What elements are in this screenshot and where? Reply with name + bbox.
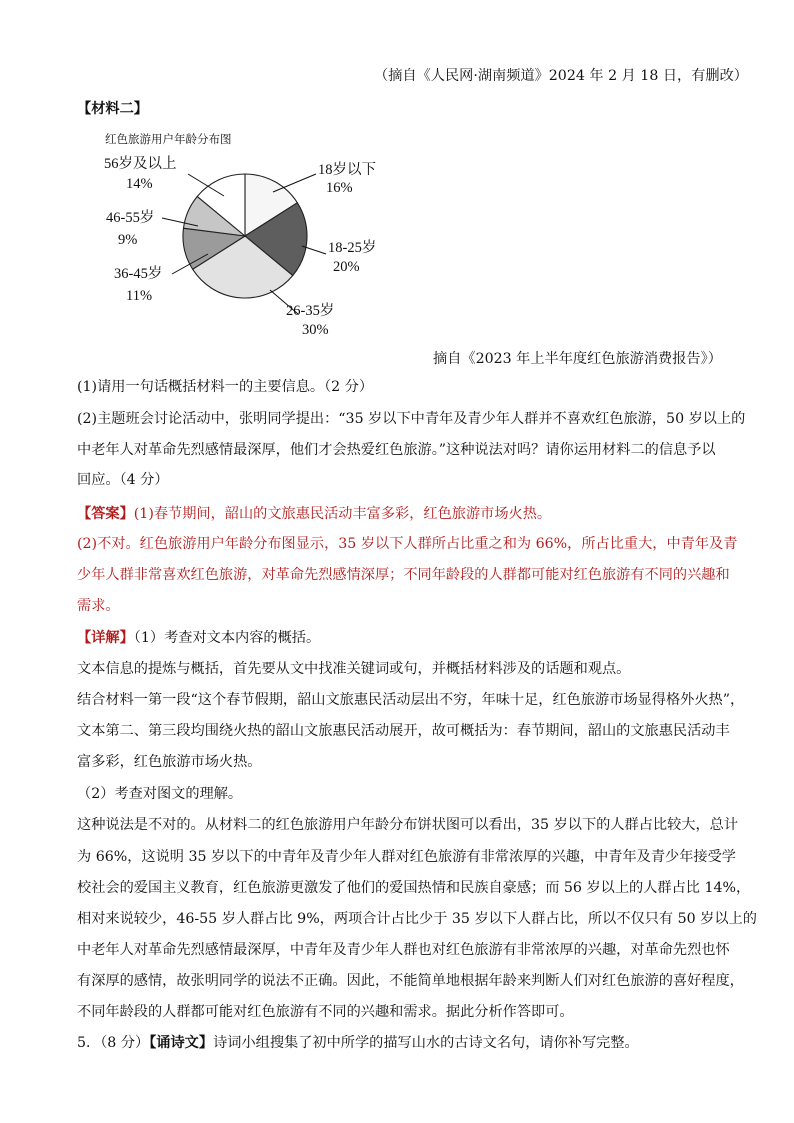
slice-category-label: 46-55岁 <box>106 210 155 226</box>
detail-line: 结合材料一第一段“这个春节假期，韶山文旅惠民活动层出不穷，年味十足，红色旅游市场显得格外火热”， <box>77 692 745 708</box>
question-5-prefix: 5．（8 分） <box>77 1035 150 1051</box>
answer-line-1 <box>77 504 551 524</box>
detail-tag: 【详解】 <box>77 630 134 646</box>
source-citation: （摘自《人民网·湖南频道》2024 年 2 月 18 日，有删改） <box>374 68 748 84</box>
detail-line: （2）考查对图文的理解。 <box>77 786 243 802</box>
question-5-text: 诗词小组搜集了初中所学的描写山水的古诗文名句，请你补写完整。 <box>213 1035 639 1051</box>
slice-value-label: 30% <box>302 322 329 338</box>
detail-line: 有深厚的感情，故张明同学的说法不正确。因此，不能简单地根据年龄来判断人们对红色旅游的喜好程度， <box>77 973 744 989</box>
detail-line: 这种说法是不对的。从材料二的红色旅游用户年龄分布饼状图可以看出，35 岁以下的人群占比较大，总计 <box>77 817 739 833</box>
detail-line: 富多彩，红色旅游市场火热。 <box>77 754 262 770</box>
question-2-line: 回应。（4 分） <box>77 472 169 488</box>
slice-value-label: 9% <box>118 232 138 248</box>
detail-line: 中老年人对革命先烈感情最深厚，中青年及青少年人群也对红色旅游有非常浓厚的兴趣，对革命先烈也怀 <box>77 942 730 958</box>
material-two-heading: 【材料二】 <box>77 101 148 117</box>
slice-category-label: 26-35岁 <box>286 303 335 319</box>
slice-category-label: 36-45岁 <box>114 266 163 282</box>
detail-first: （1）考查对文本内容的概括。 <box>133 630 321 646</box>
question-5 <box>77 1033 639 1053</box>
slice-category-label: 18-25岁 <box>328 240 377 256</box>
chart-title: 红色旅游用户年龄分布图 <box>105 132 232 146</box>
answer-tag: 【答案】 <box>77 506 134 522</box>
question-2-line: (2)主题班会讨论活动中，张明同学提出：“35 岁以下中青年及青少年人群并不喜欢红色旅游，50 岁以上的 <box>77 411 746 427</box>
question-1: (1)请用一句话概括材料一的主要信息。（2 分） <box>77 379 374 395</box>
answer-2-line: 需求。 <box>77 598 120 614</box>
answer-2-line: 少年人群非常喜欢红色旅游，对革命先烈感情深厚；不同年龄段的人群都可能对红色旅游有不同的兴趣和 <box>77 567 730 583</box>
answer-2-line: (2)不对。红色旅游用户年龄分布图显示，35 岁以下人群所占比重之和为 66%，所占比重大，中青年及青 <box>77 536 738 552</box>
detail-line: 文本第二、第三段均围绕火热的韶山文旅惠民活动展开，故可概括为：春节期间，韶山的文旅惠民活动丰 <box>77 723 730 739</box>
detail-line: 为 66%，这说明 35 岁以下的中青年及青少年人群对红色旅游有非常浓厚的兴趣，中青年及青少年接受学 <box>77 849 736 865</box>
slice-value-label: 11% <box>126 288 153 304</box>
slice-value-label: 16% <box>326 180 353 196</box>
detail-line: 校社会的爱国主义教育，红色旅游更激发了他们的爱国热情和民族自豪感；而 56 岁以上的人群占比 14%， <box>77 880 751 896</box>
slice-category-label: 56岁及以上 <box>104 156 177 172</box>
leader-line <box>273 174 316 192</box>
detail-line: 文本信息的提炼与概括，首先要从文中找准关键词或句，并概括材料涉及的话题和观点。 <box>77 661 631 677</box>
answer-1: (1)春节期间，韶山的文旅惠民活动丰富多彩，红色旅游市场火热。 <box>133 506 552 522</box>
slice-value-label: 14% <box>126 176 153 192</box>
question-2-line: 中老年人对革命先烈感情最深厚，他们才会热爱红色旅游。”这种说法对吗？请你运用材料二的信息予以 <box>77 442 716 458</box>
question-5-tag: 【诵诗文】 <box>149 1035 214 1051</box>
detail-line: 相对来说较少，46-55 岁人群占比 9%，两项合计占比少于 35 岁以下人群占比，所以不仅只有 50 岁以上的 <box>77 911 757 927</box>
detail-line: 不同年龄段的人群都可能对红色旅游有不同的兴趣和需求。据此分析作答即可。 <box>77 1004 574 1020</box>
slice-value-label: 20% <box>333 259 360 275</box>
chart-source: 摘自《2023 年上半年度红色旅游消费报告》） <box>433 351 722 367</box>
detail-first-line <box>77 628 320 648</box>
slice-category-label: 18岁以下 <box>318 162 376 178</box>
age-distribution-pie-chart <box>90 150 420 350</box>
